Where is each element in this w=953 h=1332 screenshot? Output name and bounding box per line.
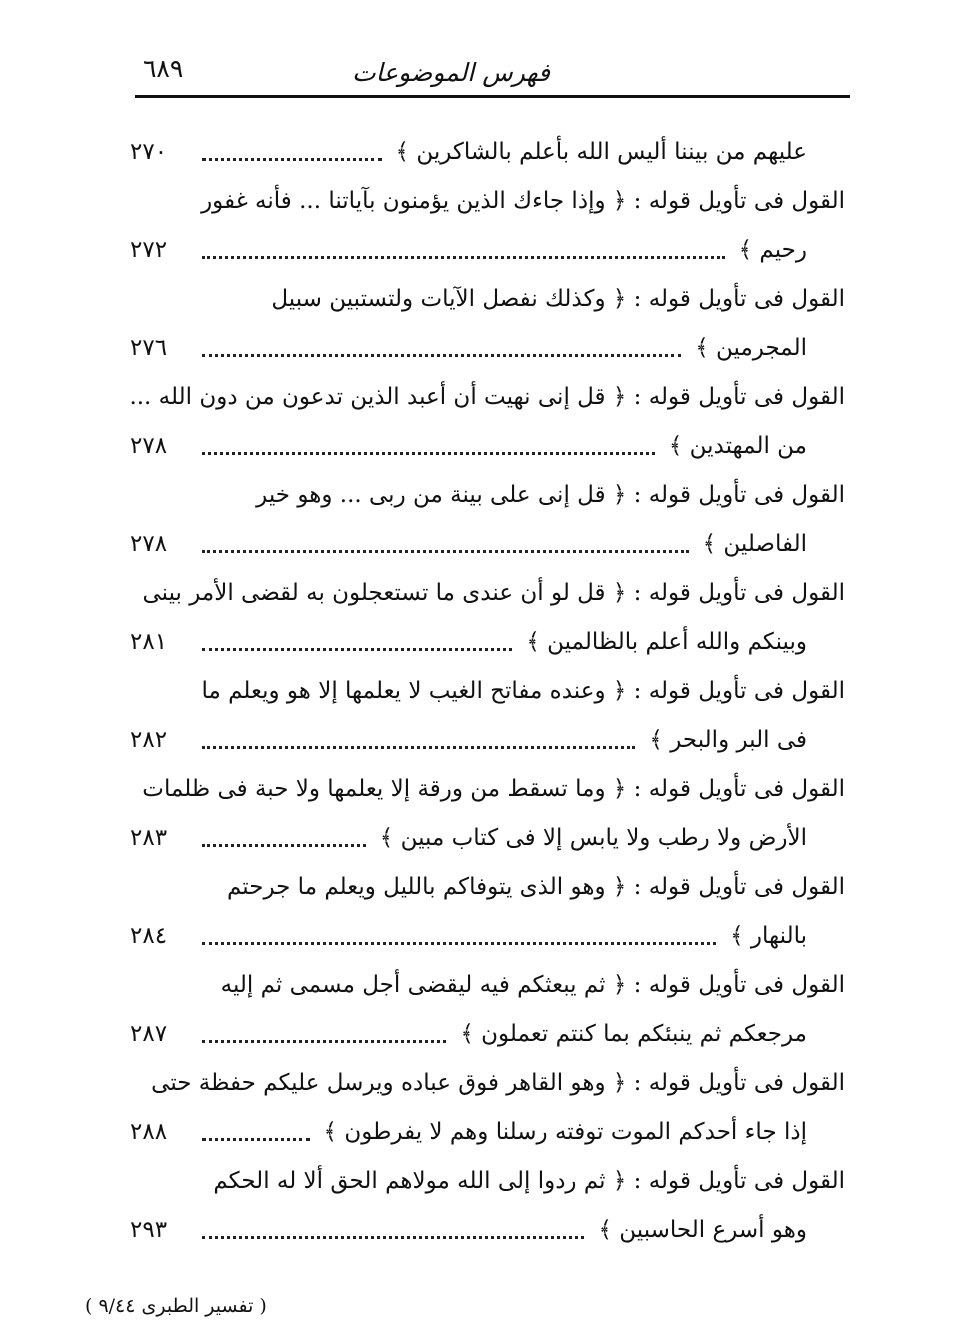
toc-entry <box>130 1157 845 1255</box>
toc-entry-last-line <box>130 324 845 373</box>
toc-entry-page: ٢٨٤ <box>130 923 168 949</box>
toc-entry-text: القول فى تأويل قوله : ﴿ ثم يبعثكم فيه ليقضى أجل مسمى ثم إليه <box>220 972 845 998</box>
toc-entry-text: القول فى تأويل قوله : ﴿ وإذا جاءك الذين يؤمنون بآياتنا ... فأنه غفور <box>201 188 845 214</box>
toc-entry-page: ٢٨٢ <box>130 727 168 753</box>
toc-entry-text: إذا جاء أحدكم الموت توفته رسلنا وهم لا يفرطون ﴾ <box>323 1119 807 1145</box>
toc-entry <box>130 569 845 667</box>
toc-entry-page: ٢٧٨ <box>130 433 168 459</box>
toc-entry-page: ٢٨١ <box>130 629 168 655</box>
dot-leader <box>202 940 716 945</box>
toc-entry-text: مرجعكم ثم ينبئكم بما كنتم تعملون ﴾ <box>460 1021 807 1047</box>
toc-entry-page: ٢٨٣ <box>130 825 168 851</box>
dot-leader <box>202 254 725 259</box>
page-number: ٦٨٩ <box>143 54 184 83</box>
toc-entry-text: القول فى تأويل قوله : ﴿ وعنده مفاتح الغيب لا يعلمها إلا هو ويعلم ما <box>201 678 845 704</box>
toc-entry-text: القول فى تأويل قوله : ﴿ ثم ردوا إلى الله مولاهم الحق ألا له الحكم <box>213 1168 845 1194</box>
toc-entry <box>130 961 845 1059</box>
toc-entry <box>130 667 845 765</box>
toc-entry-text: وهو أسرع الحاسبين ﴾ <box>598 1217 807 1243</box>
toc-entry-last-line <box>130 128 845 177</box>
toc-entry-last-line <box>130 1010 845 1059</box>
toc-entry <box>130 177 845 275</box>
toc-entry-text: القول فى تأويل قوله : ﴿ وهو الذى يتوفاكم بالليل ويعلم ما جرحتم <box>227 874 845 900</box>
toc-entry-page: ٢٧٠ <box>130 139 168 165</box>
toc-entry-text: القول فى تأويل قوله : ﴿ قل لو أن عندى ما تستعجلون به لقضى الأمر بينى <box>142 580 845 606</box>
dot-leader <box>202 1136 310 1141</box>
toc-entry-first-line <box>130 569 845 618</box>
toc-entry <box>130 373 845 471</box>
toc-entry-first-line <box>130 1059 845 1108</box>
toc-entry <box>130 863 845 961</box>
toc-entry-text: رحيم ﴾ <box>738 237 807 263</box>
toc-entry-text: عليهم من بيننا أليس الله بأعلم بالشاكرين ﴾ <box>395 139 807 165</box>
toc-entry-text: الأرض ولا رطب ولا يابس إلا فى كتاب مبين ﴾ <box>379 825 807 851</box>
dot-leader <box>202 646 512 651</box>
toc-entry-page: ٢٧٦ <box>130 335 168 361</box>
toc-entry-text: فى البر والبحر ﴾ <box>649 727 807 753</box>
running-title: فهرس الموضوعات <box>352 58 550 87</box>
toc-entry-first-line <box>130 1157 845 1206</box>
toc-entry-first-line <box>130 373 845 422</box>
toc-entry <box>130 471 845 569</box>
toc-entry-page: ٢٩٣ <box>130 1217 168 1243</box>
toc-entry-text: القول فى تأويل قوله : ﴿ وما تسقط من ورقة إلا يعلمها ولا حبة فى ظلمات <box>142 776 845 802</box>
dot-leader <box>202 156 382 161</box>
footer-signature: ( تفسير الطبرى ٩/٤٤ ) <box>85 1295 267 1317</box>
toc-entry-text: المجرمين ﴾ <box>695 335 807 361</box>
toc-entry-last-line <box>130 422 845 471</box>
toc-entry-last-line <box>130 226 845 275</box>
toc-entry <box>130 275 845 373</box>
toc-entry-page: ٢٨٨ <box>130 1119 168 1145</box>
toc-entry-first-line <box>130 863 845 912</box>
toc-entry-page: ٢٧٨ <box>130 531 168 557</box>
toc-entry-last-line <box>130 716 845 765</box>
toc-entry-text: القول فى تأويل قوله : ﴿ وهو القاهر فوق عباده ويرسل عليكم حفظة حتى <box>151 1070 845 1096</box>
dot-leader <box>202 842 366 847</box>
toc-entry-last-line <box>130 1108 845 1157</box>
toc-entry <box>130 765 845 863</box>
toc-entry-text: بالنهار ﴾ <box>730 923 807 949</box>
toc-entry <box>130 1059 845 1157</box>
toc-entry-text: وبينكم والله أعلم بالظالمين ﴾ <box>526 629 807 655</box>
toc-entry-page: ٢٨٧ <box>130 1021 168 1047</box>
toc-entry-text: من المهتدين ﴾ <box>668 433 807 459</box>
toc-entry-first-line <box>130 177 845 226</box>
toc-entry-first-line <box>130 961 845 1010</box>
dot-leader <box>202 450 655 455</box>
toc-entry-last-line <box>130 814 845 863</box>
toc-entry-last-line <box>130 618 845 667</box>
toc-entry-text: القول فى تأويل قوله : ﴿ وكذلك نفصل الآيات ولتستبين سبيل <box>271 286 845 312</box>
toc-entry-text: الفاصلين ﴾ <box>702 531 807 557</box>
toc-entry-first-line <box>130 471 845 520</box>
toc-entry-first-line <box>130 765 845 814</box>
table-of-contents <box>130 128 845 1255</box>
toc-entry-first-line <box>130 667 845 716</box>
header-rule <box>135 95 850 98</box>
toc-entry-last-line <box>130 912 845 961</box>
dot-leader <box>202 1038 446 1043</box>
toc-entry-page: ٢٧٢ <box>130 237 168 263</box>
dot-leader <box>202 1234 584 1239</box>
toc-entry-first-line <box>130 275 845 324</box>
dot-leader <box>202 548 689 553</box>
toc-entry-last-line <box>130 520 845 569</box>
toc-entry <box>130 128 845 177</box>
dot-leader <box>202 352 681 357</box>
page-header <box>135 52 850 92</box>
toc-entry-last-line <box>130 1206 845 1255</box>
toc-entry-text: القول فى تأويل قوله : ﴿ قل إنى على بينة من ربى ... وهو خير <box>256 482 845 508</box>
toc-entry-text: القول فى تأويل قوله : ﴿ قل إنى نهيت أن أعبد الذين تدعون من دون الله ... <box>129 384 845 410</box>
dot-leader <box>202 744 635 749</box>
